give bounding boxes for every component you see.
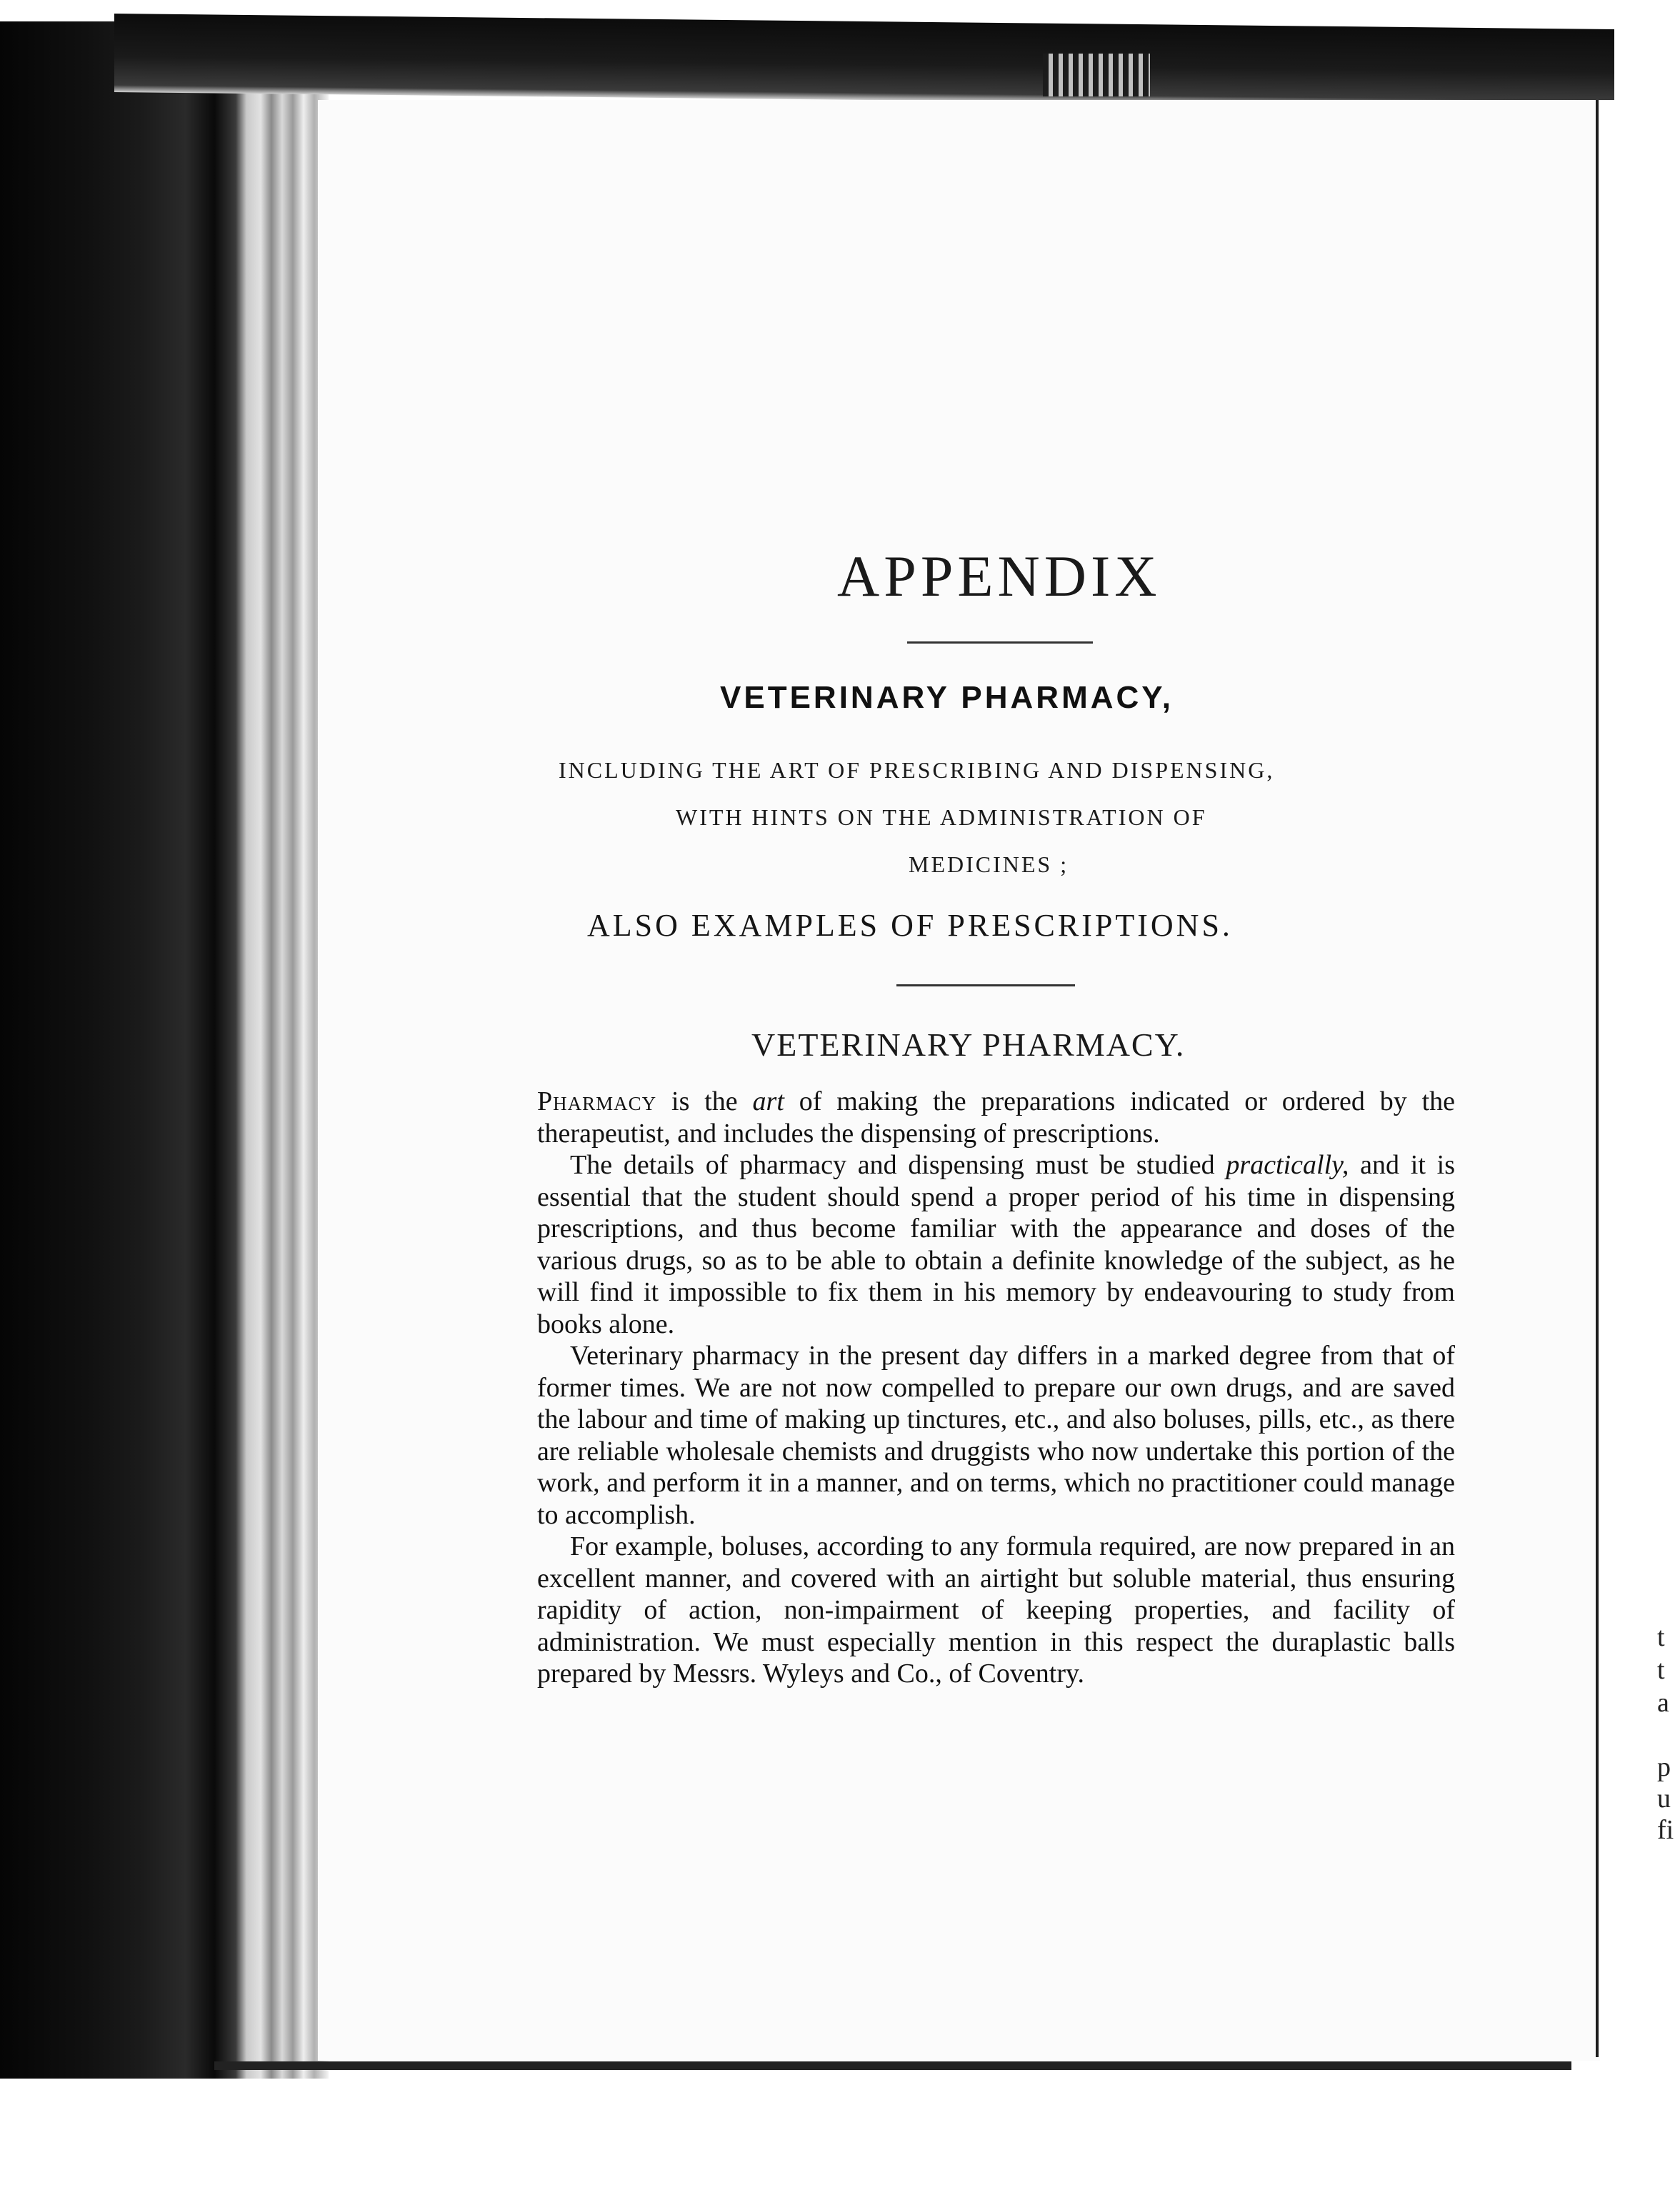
body-text: [537, 1086, 1455, 1690]
book-page: [318, 100, 1606, 2061]
facing-page-fragment: t: [1657, 1655, 1665, 1685]
paragraph-lead: Pharmacy: [537, 1086, 657, 1116]
title-divider: [907, 641, 1093, 644]
paragraph: [537, 1340, 1455, 1531]
paragraph-text: and it is essential that the student should spend a proper period of his time in dispensing prescriptions, and thus become familiar with the appearance and doses of the various drugs, so as to be able to obtain a definite knowledge of the subject, as he will find it impossible to fix them in his memory by endeavouring to study from books alone.: [537, 1150, 1455, 1339]
paragraph-text: Veterinary pharmacy in the present day differs in a marked degree from that of former times. We are not now compelled to prepare our own drugs, and are saved the labour and time of making up tinctures, etc., and also boluses, pills, etc., as there are reliable wholesale chemists and druggists who now undertake this portion of the work, and perform it in a manner, and on terms, which no practitioner could manage to accomplish.: [537, 1341, 1455, 1530]
paragraph-text: of making the preparations indicated or ordered by the therapeutist, and includes the dispensing of prescriptions.: [537, 1086, 1455, 1149]
paragraph: [537, 1531, 1455, 1690]
paragraph-text: is the: [656, 1086, 753, 1116]
book-top-edge: [114, 14, 1614, 108]
facing-page-fragment: p: [1657, 1752, 1671, 1782]
page-title: APPENDIX: [837, 544, 1161, 609]
book-page-edges: [0, 21, 329, 2079]
facing-page: [1600, 100, 1680, 2061]
also-line: ALSO EXAMPLES OF PRESCRIPTIONS.: [587, 908, 1233, 943]
facing-page-fragment: t: [1657, 1622, 1665, 1652]
paragraph-text: The details of pharmacy and dispensing must be studied: [570, 1150, 1226, 1180]
facing-page-fragment: fi: [1657, 1815, 1674, 1845]
subtitle-main: VETERINARY PHARMACY,: [720, 680, 1174, 715]
section-divider: [896, 984, 1075, 986]
subtitle-line: WITH HINTS ON THE ADMINISTRATION OF: [676, 804, 1207, 830]
library-stamp: [1043, 54, 1150, 96]
paragraph: [537, 1149, 1455, 1340]
facing-page-fragment: a: [1657, 1688, 1669, 1718]
paragraph-italic: practically,: [1226, 1150, 1349, 1180]
subtitle-line: MEDICINES ;: [909, 851, 1069, 877]
section-heading: VETERINARY PHARMACY.: [751, 1026, 1186, 1063]
page-gutter: [1596, 100, 1599, 2057]
paragraph-text: For example, boluses, according to any formula required, are now prepared in an excellent manner, and covered with an airtight but soluble material, thus ensuring rapidity of action, non-impairment of keeping properties, and facility of administration. We must especially mention in this respect the duraplastic balls prepared by Messrs. Wyleys and Co., of Coventry.: [537, 1531, 1455, 1689]
page-bottom-edge: [214, 2061, 1571, 2070]
paragraph-italic: art: [752, 1086, 784, 1116]
subtitle-line: INCLUDING THE ART OF PRESCRIBING AND DISPENSING,: [559, 757, 1275, 783]
facing-page-fragment: u: [1657, 1784, 1671, 1814]
paragraph: [537, 1086, 1455, 1149]
